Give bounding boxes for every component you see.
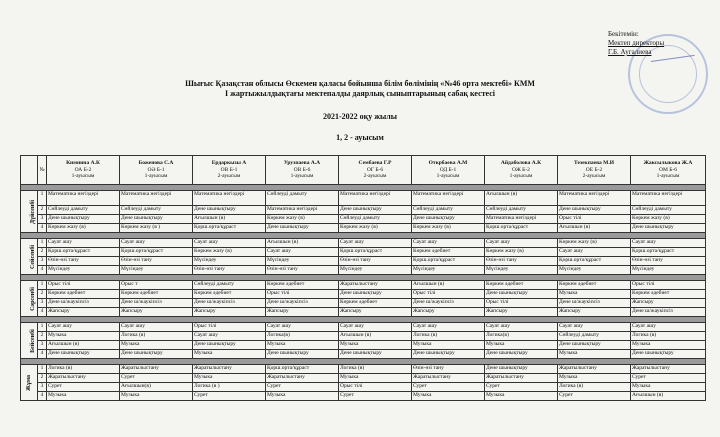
subject-cell: Логика (в) (412, 332, 485, 341)
subject-cell: Музыка (558, 350, 631, 359)
subject-cell: Көркем жазу (в) (485, 248, 558, 257)
teacher-column-header (485, 156, 558, 185)
teacher-name: Открбаева А.М (428, 160, 468, 167)
subject-cell: Сауат ашу (558, 248, 631, 257)
subject-cell: Көркем әдебиет (193, 290, 266, 299)
subject-cell: Өзін-өзі тану (631, 257, 706, 266)
subject-cell: Мүсіндеу (485, 266, 558, 275)
teacher-class: ОД Б-1 (439, 166, 457, 173)
table-row (21, 257, 706, 266)
subject-cell: Өзін-өзі тану (266, 266, 339, 275)
subject-cell: Сурет (120, 374, 193, 383)
table-row (21, 290, 706, 299)
subject-cell: Қорш.орта/құраст (485, 224, 558, 233)
subject-cell: Дене шынықтыру (120, 215, 193, 224)
lesson-number: 2 (38, 332, 47, 341)
subject-cell: Дене ш/жаукіпсіз (47, 299, 120, 308)
subject-cell: Орыс тілі (193, 323, 266, 332)
teacher-name: Урузпаева А.А (283, 160, 321, 167)
subject-cell: Ағылшын (в) (412, 281, 485, 290)
table-row (21, 248, 706, 257)
subject-cell: Музыка (412, 341, 485, 350)
subject-cell: Дене шынықтыру (266, 224, 339, 233)
teacher-class: ОӘ Б-1 (147, 166, 165, 173)
table-row (21, 374, 706, 383)
subject-cell: Дене шынықтыру (485, 350, 558, 359)
subject-cell: Мүсіндеу (558, 266, 631, 275)
subject-cell: Сөйлеуді дамыту (485, 206, 558, 215)
subject-cell: Музыка (631, 383, 706, 392)
subject-cell: Қорш.орта/құраст (339, 248, 412, 257)
subject-cell: Дене шынықтыру (193, 341, 266, 350)
teacher-class: ОЖ Б-2 (512, 166, 530, 173)
lesson-number: 1 (38, 239, 47, 248)
table-row (21, 266, 706, 275)
shift-heading: 1, 2 - ауысым (336, 133, 384, 142)
approval-position: Мектеп директоры (608, 39, 665, 47)
teacher-column-header (339, 156, 412, 185)
subject-cell: Сауат ашу (120, 239, 193, 248)
subject-cell: Дене ш/жаукіпсіз (631, 308, 706, 317)
subject-cell: Музыка (193, 350, 266, 359)
subject-cell: Қорш.орта/құраст (266, 365, 339, 374)
subject-cell: Сауат ашу (485, 323, 558, 332)
teacher-class: ОГ Б-6 (366, 166, 384, 173)
weekday-label-cell (21, 239, 38, 275)
table-row (21, 224, 706, 233)
subject-cell: Көркем жазу (в) (339, 224, 412, 233)
subject-cell: Орыс тілі (558, 215, 631, 224)
subject-cell: Көркем жазу (в) (412, 224, 485, 233)
table-row (21, 365, 706, 374)
teacher-class: ОЕ Б-2 (585, 166, 603, 173)
subject-cell: Мүсіндеу (193, 257, 266, 266)
subject-cell: Музыка (266, 341, 339, 350)
subject-cell: Дене шынықтыру (339, 206, 412, 215)
subject-cell: Жапсыру (485, 308, 558, 317)
teacher-column-header (266, 156, 339, 185)
subject-cell: Сауат ашу (193, 239, 266, 248)
subject-cell: Сауат ашу (266, 323, 339, 332)
subject-cell: Сауат ашу (266, 248, 339, 257)
subject-cell: Көркем әдебиет (120, 290, 193, 299)
subject-cell: Математика негіздері (339, 191, 412, 206)
weekday-label-cell (21, 191, 38, 233)
lesson-number: 2 (38, 206, 47, 215)
subject-cell: Математика негіздері (412, 191, 485, 206)
lesson-number-header: № (38, 156, 47, 185)
subject-cell: Көркем әдебиет (412, 248, 485, 257)
subject-cell: Мүсіндеу (266, 257, 339, 266)
subject-cell: Логика(в) (266, 332, 339, 341)
teacher-column-header (193, 156, 266, 185)
subject-cell: Дене шынықтыру (412, 215, 485, 224)
lesson-number: 2 (38, 374, 47, 383)
lesson-number: 1 (38, 281, 47, 290)
subject-cell: Дене шынықтыру (485, 290, 558, 299)
subject-cell: Дене шынықтыру (631, 350, 706, 359)
subject-cell: Логика (в) (558, 383, 631, 392)
table-row (21, 308, 706, 317)
document-title-line2: І жартыжылдықтағы мектепалды даярлық сыныптарының сабақ кестесі (225, 89, 495, 98)
subject-cell: Көркем жазу (в) (47, 224, 120, 233)
subject-cell: Сурет (631, 374, 706, 383)
subject-cell: Сөйлеуді дамыту (47, 206, 120, 215)
subject-cell: Орыс тілі (339, 383, 412, 392)
subject-cell: Сурет (339, 392, 412, 401)
subject-cell: Сауат ашу (47, 323, 120, 332)
subject-cell: Өзін-өзі тану (339, 257, 412, 266)
lesson-number: 4 (38, 350, 47, 359)
subject-cell: Жаратылыстану (47, 374, 120, 383)
subject-cell: Дене шынықтыру (120, 350, 193, 359)
academic-year: 2021-2022 оқу жылы (322, 112, 398, 121)
weekday-label-cell (21, 281, 38, 317)
subject-cell: Мүсіндеу (47, 266, 120, 275)
subject-cell: Ағылшын(в) (120, 383, 193, 392)
teacher-column-header (120, 156, 193, 185)
subject-cell: Көркем жазу (в ) (120, 224, 193, 233)
day-header-blank (21, 156, 38, 185)
subject-cell: Ағылшын (в) (485, 191, 558, 206)
subject-cell: Сурет (485, 383, 558, 392)
subject-cell: Логика (в) (47, 365, 120, 374)
subject-cell: Дене шынықтыру (412, 350, 485, 359)
subject-cell: Жапсыру (339, 308, 412, 317)
table-row (21, 323, 706, 332)
lesson-number: 4 (38, 224, 47, 233)
subject-cell: Өзін-өзі тану (412, 365, 485, 374)
subject-cell: Орыс тілі (266, 290, 339, 299)
subject-cell: Көркем әдебиет (631, 290, 706, 299)
subject-cell: Жаратылыстану (266, 374, 339, 383)
document-title-line1: Шығыс Қазақстан облысы Өскемен қаласы бойынша білім бөлімінің «№46 орта мектебі» КММ (185, 79, 535, 88)
subject-cell: Сурет (558, 392, 631, 401)
subject-cell: Логика (в) (120, 332, 193, 341)
subject-cell: Жапсыру (412, 308, 485, 317)
subject-cell: Көркем жазу (в) (558, 239, 631, 248)
subject-cell: Музыка (485, 392, 558, 401)
subject-cell: Көркем әдебиет (47, 290, 120, 299)
subject-cell: Дене шынықтыру (631, 224, 706, 233)
schedule-table (20, 155, 706, 401)
subject-cell: Сауат ашу (631, 239, 706, 248)
subject-cell: Жапсыру (631, 299, 706, 308)
approval-block (608, 30, 718, 57)
teacher-shift: 1-ауысым (144, 173, 168, 180)
table-row (21, 350, 706, 359)
subject-cell: Дене шынықтыру (339, 350, 412, 359)
subject-cell: Математика негіздері (193, 191, 266, 206)
subject-cell: Сөйлеуді дамыту (412, 206, 485, 215)
teacher-name: Жаксылыкова Ж.А (643, 160, 693, 167)
teacher-shift: 2-ауысым (582, 173, 606, 180)
subject-cell: Музыка (339, 341, 412, 350)
lesson-number: 3 (38, 215, 47, 224)
subject-cell: Сауат ашу (339, 323, 412, 332)
weekday-label: Дүйсенбі (30, 199, 37, 224)
subject-cell: Қорш.орта/құраст (120, 248, 193, 257)
subject-cell: Музыка (631, 341, 706, 350)
subject-cell: Сөйлеуді дамыту (339, 215, 412, 224)
lesson-number: 2 (38, 248, 47, 257)
subject-cell: Өзін-өзі тану (485, 257, 558, 266)
teacher-column-header (558, 156, 631, 185)
teacher-name: Ердаркызы А (211, 160, 247, 167)
subject-cell: Дене ш/жаукіпсіз (412, 299, 485, 308)
lesson-number: 1 (38, 365, 47, 374)
weekday-label: Сәрсенбі (29, 286, 36, 311)
teacher-shift: 2-ауысым (363, 173, 387, 180)
subject-cell: Орыс тілі (47, 281, 120, 290)
subject-cell: Музыка (120, 341, 193, 350)
subject-cell: Музыка (193, 374, 266, 383)
subject-cell: Қорш.орта/құраст (193, 224, 266, 233)
subject-cell: Логика (в) (339, 365, 412, 374)
subject-cell: Жапсыру (558, 308, 631, 317)
lesson-number: 1 (38, 323, 47, 332)
subject-cell: Музыка (47, 392, 120, 401)
teacher-class: ОВ Б-6 (293, 166, 311, 173)
table-row (21, 299, 706, 308)
subject-cell: Дене ш/жаукіпсіз (558, 299, 631, 308)
subject-cell: Қорш.орта/құраст (47, 248, 120, 257)
subject-cell: Өзін-өзі тану (120, 257, 193, 266)
teacher-class: ОМ Б-6 (659, 166, 677, 173)
subject-cell: Жаратылыстану (631, 365, 706, 374)
subject-cell: Дене шынықтыру (47, 215, 120, 224)
lesson-number: 2 (38, 290, 47, 299)
subject-cell: Сурет (412, 383, 485, 392)
table-row (21, 239, 706, 248)
teacher-name: Тезекпаева М.И (573, 160, 615, 167)
subject-cell: Сауат ашу (631, 323, 706, 332)
weekday-label-cell (21, 365, 38, 401)
subject-cell: Жаратылыстану (558, 365, 631, 374)
subject-cell: Мүсіндеу (339, 266, 412, 275)
subject-cell: Көркем әдебиет (339, 299, 412, 308)
subject-cell: Математика негіздері (485, 215, 558, 224)
subject-cell: Жапсыру (266, 308, 339, 317)
teacher-name: Боженова С.А (138, 160, 174, 167)
subject-cell: Математика негіздері (47, 191, 120, 206)
subject-cell: Дене шынықтыру (485, 365, 558, 374)
subject-cell: Жаратылыстану (485, 374, 558, 383)
subject-cell: Сурет (193, 392, 266, 401)
teacher-name: Айдаболова А.К (500, 160, 542, 167)
subject-cell: Сауат ашу (485, 239, 558, 248)
subject-cell: Орыс т (120, 281, 193, 290)
subject-cell: Музыка (339, 374, 412, 383)
subject-cell: Сөйлеуді дамыту (558, 332, 631, 341)
teacher-class: ОА Б-2 (74, 166, 92, 173)
subject-cell: Көркем әдебиет (266, 281, 339, 290)
subject-cell: Жаратылыстану (120, 365, 193, 374)
table-row (21, 341, 706, 350)
teacher-shift: 1-ауысым (509, 173, 533, 180)
subject-cell: Логика(в) (485, 332, 558, 341)
subject-cell: Өзін-өзі тану (193, 266, 266, 275)
subject-cell: Музыка (47, 332, 120, 341)
subject-cell: Сурет (266, 383, 339, 392)
header-row (21, 156, 706, 185)
subject-cell: Өзін-өзі тану (47, 257, 120, 266)
subject-cell: Математика негіздері (558, 191, 631, 206)
subject-cell: Жапсыру (120, 308, 193, 317)
teacher-shift: 1-ауысым (71, 173, 95, 180)
subject-cell: Мүсіндеу (412, 266, 485, 275)
subject-cell: Сауат ашу (339, 239, 412, 248)
subject-cell: Дене ш/жаукіпсіз (193, 299, 266, 308)
subject-cell: Орыс тілі (485, 299, 558, 308)
teacher-column-header (47, 156, 120, 185)
subject-cell: Дене шынықтыру (558, 341, 631, 350)
subject-cell: Логика (в ) (193, 383, 266, 392)
subject-cell: Сурет (47, 383, 120, 392)
lesson-number: 3 (38, 341, 47, 350)
subject-cell: Сөйлеуді дамыту (193, 281, 266, 290)
subject-cell: Көркем жазу (в) (193, 248, 266, 257)
subject-cell: Логика (в) (631, 332, 706, 341)
teacher-name: Сембаева Г.Р (358, 160, 392, 167)
table-row (21, 206, 706, 215)
weekday-label: Сейсенбі (30, 244, 37, 269)
subject-cell: Ағылшын (в) (339, 332, 412, 341)
subject-cell: Жаратылыстану (412, 374, 485, 383)
subject-cell: Жаратылыстану (193, 365, 266, 374)
subject-cell: Дене шынықтыру (266, 350, 339, 359)
subject-cell: Сөйлеуді дамыту (266, 191, 339, 206)
lesson-number: 4 (38, 308, 47, 317)
lesson-number: 3 (38, 299, 47, 308)
subject-cell: Музыка (120, 392, 193, 401)
subject-cell: Орыс тілі (631, 281, 706, 290)
lesson-number: 4 (38, 392, 47, 401)
subject-cell: Математика негіздері (120, 191, 193, 206)
lesson-number: 3 (38, 257, 47, 266)
table-row (21, 332, 706, 341)
subject-cell: Ағылшын (в) (631, 392, 706, 401)
weekday-label: Жұма (25, 374, 32, 391)
table-row (21, 215, 706, 224)
lesson-number: 1 (38, 191, 47, 206)
subject-cell: Көркем жазу (в) (266, 215, 339, 224)
subject-cell: Дене шынықтыру (339, 290, 412, 299)
approval-label: Бекітемін: (608, 30, 639, 38)
weekday-label: Бейсенбі (29, 328, 36, 353)
table-row (21, 383, 706, 392)
subject-cell: Ағылшын (в) (266, 239, 339, 248)
subject-cell: Музыка (558, 374, 631, 383)
subject-cell: Сауат ашу (558, 323, 631, 332)
subject-cell: Сауат ашу (47, 239, 120, 248)
subject-cell: Ағылшын (в) (193, 215, 266, 224)
subject-cell: Қорш.орта/құраст (412, 257, 485, 266)
subject-cell: Жаратылыстану (339, 281, 412, 290)
subject-cell: Сөйлеуді дамыту (631, 206, 706, 215)
subject-cell: Дене шынықтыру (193, 206, 266, 215)
subject-cell: Музыка (558, 290, 631, 299)
subject-cell: Қорш.орта/құраст (558, 257, 631, 266)
subject-cell: Дене шынықтыру (47, 350, 120, 359)
lesson-number: 3 (38, 383, 47, 392)
teacher-shift: 2-ауысым (217, 173, 241, 180)
subject-cell: Музыка (412, 392, 485, 401)
teacher-column-header (631, 156, 706, 185)
subject-cell: Ағылшын (в) (558, 224, 631, 233)
teacher-name: Кимнина А.К (66, 160, 100, 167)
subject-cell: Мүсіндеу (631, 266, 706, 275)
table-row (21, 392, 706, 401)
teacher-shift: 1-ауысым (436, 173, 460, 180)
teacher-shift: 1-ауысым (656, 173, 680, 180)
weekday-label-cell (21, 323, 38, 359)
subject-cell: Музыка (266, 392, 339, 401)
subject-cell: Көркем жазу (в) (631, 215, 706, 224)
subject-cell: Сөйлеуді дамыту (120, 206, 193, 215)
subject-cell: Сауат ашу (120, 323, 193, 332)
subject-cell: Дене шынықтыру (558, 206, 631, 215)
teacher-column-header (412, 156, 485, 185)
subject-cell: Математика негіздері (266, 206, 339, 215)
lesson-number: 4 (38, 266, 47, 275)
subject-cell: Математика негіздері (631, 191, 706, 206)
approval-name: Г.Б. Аугалиева (608, 48, 652, 56)
subject-cell: Қорш.орта/құраст (631, 248, 706, 257)
teacher-shift: 1-ауысым (290, 173, 314, 180)
subject-cell: Орыс тілі (412, 290, 485, 299)
teacher-class: ОВ Б-1 (220, 166, 238, 173)
subject-cell: Сауат ашу (412, 239, 485, 248)
subject-cell: Көркем әдебиет (558, 281, 631, 290)
subject-cell: Ағылшын (в) (47, 341, 120, 350)
subject-cell: Дене ш/жаукіпсіз (120, 299, 193, 308)
subject-cell: Сауат ашу (412, 323, 485, 332)
table-row (21, 281, 706, 290)
subject-cell: Музыка (485, 341, 558, 350)
subject-cell: Сауат ашу (193, 332, 266, 341)
subject-cell: Көркем әдебиет (485, 281, 558, 290)
subject-cell: Дене ш/жаукіпсіз (266, 299, 339, 308)
subject-cell: Мүсіндеу (120, 266, 193, 275)
subject-cell: Жапсыру (193, 308, 266, 317)
table-row (21, 191, 706, 206)
subject-cell: Жапсыру (47, 308, 120, 317)
